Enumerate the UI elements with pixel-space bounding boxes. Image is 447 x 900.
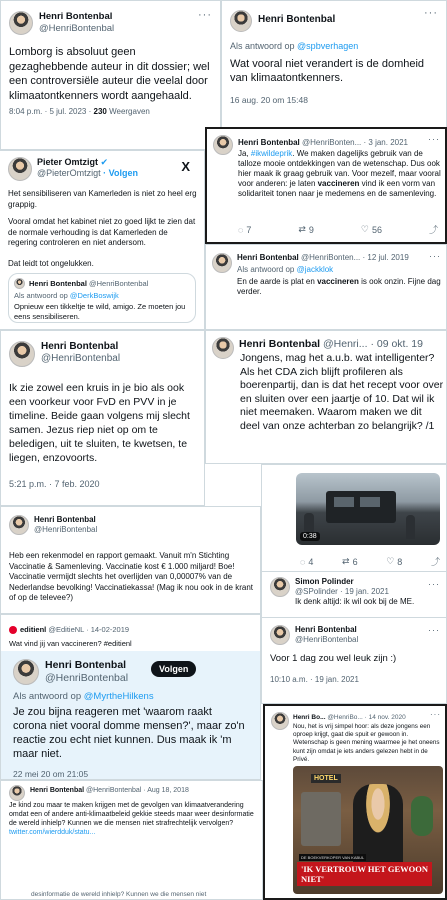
reply-author-handle[interactable]: @SPolinder · 19 jan. 2021	[295, 587, 389, 596]
quote-reply-prefix: Als antwoord op	[14, 291, 70, 300]
author-name[interactable]: Henri Bo...	[293, 714, 326, 721]
avatar[interactable]	[9, 341, 35, 367]
quote-author-name: Henri Bontenbal	[29, 279, 87, 288]
author-handle[interactable]: @HenriBontenbal · Aug 18, 2018	[86, 787, 189, 794]
hashtag-link[interactable]: #ikwildeprik	[250, 149, 293, 158]
like-button[interactable]	[386, 555, 402, 568]
author-name[interactable]: Henri Bontenbal	[239, 338, 321, 350]
highlighted-tweet[interactable]	[1, 651, 261, 780]
author-handle[interactable]: @HenriBontenbal	[41, 353, 121, 364]
share-button[interactable]	[429, 223, 438, 236]
tweet-time: 16 aug. 20 om 15:48	[230, 95, 308, 105]
more-icon[interactable]: ···	[428, 625, 440, 635]
background-echo-text: desinformatie de wereld inhielp? Kunnen we die mensen niet	[31, 891, 207, 898]
tweet-text-2: Vooral omdat het kabinet niet zo goed lijkt te zien dat de normale verhouding is dat Kamerleden de regering controleren en niet andersom.	[8, 217, 196, 247]
tv-caption	[297, 862, 432, 886]
reply-icon: ◌	[300, 556, 306, 567]
x-logo-icon: X	[181, 159, 190, 174]
avatar[interactable]	[9, 11, 33, 35]
tweet-text: Je zou bijna reageren met 'waarom raakt corona niet vooral domme mensen?', maar zo'n reactie zou echt niet kunnen. Dus maak ik 'm maar niet.	[13, 706, 245, 760]
reply-context	[13, 691, 154, 702]
more-icon[interactable]: ···	[198, 9, 212, 21]
tweet-date: · 09 okt. 19	[370, 338, 423, 350]
small-overlay-label: DE BOEKVERKOPER VAN KABUL	[301, 855, 365, 860]
reply-context	[230, 41, 358, 51]
reply-context	[237, 265, 333, 274]
more-icon[interactable]: ···	[424, 7, 438, 19]
bold-word: vaccineren	[317, 277, 359, 286]
author-name[interactable]: Henri Bontenbal	[45, 659, 127, 671]
tweet-card-omtzigt[interactable]	[0, 150, 205, 330]
more-icon[interactable]: ···	[428, 579, 440, 589]
retweet-button[interactable]	[298, 223, 314, 236]
tweet-card-rekenmodel[interactable]	[0, 506, 261, 614]
reply-icon: ◌	[238, 224, 244, 235]
avatar[interactable]	[9, 515, 29, 535]
tweet-text-1: Het sensibiliseren van Kamerleden is niet zo heel erg grappig.	[8, 189, 197, 209]
text-pre: Ja,	[238, 149, 251, 158]
reply-prefix: Als antwoord op	[13, 691, 84, 702]
tweet-text	[237, 277, 442, 297]
retweet-icon: ⇄	[298, 224, 306, 234]
avatar[interactable]	[212, 253, 232, 273]
tweet-card-ikwildeprik[interactable]	[205, 127, 447, 244]
author-handle[interactable]: @HenriBontenbal	[39, 23, 115, 34]
text-pre: En de aarde is plat en	[237, 277, 318, 286]
tweet-text: Nou, het is vrij simpel hoor: als deze jongens een oproep krijgt, gaat die spuit er gewoon in. Wetenschap is geen mening waarmee je het oneens kunt zijn omdat je iets anders gelezen hebt in de Privé.	[293, 723, 440, 763]
tweet-card-me-video[interactable]	[261, 464, 447, 704]
avatar[interactable]	[271, 712, 289, 730]
retweet-button[interactable]	[342, 555, 358, 568]
tweet-text: Heb een rekenmodel en rapport gemaakt. Vanuit m'n Stichting Vaccinatie & Samenleving. Vaccinatie kost € 1.000 miljard! Boe! Vaccinatie vermijdt slechts het overlijden van 0,00007% van de Nederlandse bevolking! Vaccinatiekassa! (Mag ik nou ook in de krant of op de televee?)	[9, 551, 253, 602]
bold-word: vaccineren	[317, 179, 360, 188]
author-handle[interactable]: @HenriBontenbal	[34, 525, 98, 534]
text-mid: . We maken dagelijks gebruik van de talloze mooie ontdekkingen van de wetenschap. Dus ook hier maak ik graag gebruik van. Voor mezelf, maar vooral voor anderen: je laten	[238, 149, 441, 188]
action-bar	[300, 555, 440, 568]
reply-to-link[interactable]: @spbverhagen	[297, 41, 359, 51]
quoted-tweet[interactable]	[8, 273, 196, 323]
source-intro: Wat vind jij van vaccineren? #editienl	[9, 639, 132, 648]
avatar[interactable]	[270, 625, 290, 645]
caption-line-2: NIET'	[301, 874, 325, 884]
author-name[interactable]: Henri Bontenbal	[30, 787, 85, 794]
video-thumbnail[interactable]	[296, 473, 440, 545]
share-icon: ⤴	[428, 225, 438, 235]
author-name[interactable]: Henri Bontenbal	[41, 341, 119, 352]
tv-screenshot[interactable]	[293, 766, 443, 894]
quote-author-handle: @HenriBontenbal	[89, 279, 149, 288]
avatar[interactable]	[9, 785, 25, 801]
tweet-date: · 12 jul. 2019	[362, 253, 409, 262]
tweet-meta	[9, 107, 150, 116]
tweet-text: Ik zie zowel een kruis in je bio als ook een voorkeur voor FvD en PVV in je timeline. Beide gaan volgens mij slecht samen. Jezus riep niet op om te beledigen, uit te sluiten, te kwetsen, te liegen, enzovoorts.	[9, 382, 190, 464]
source-handle[interactable]: @EditieNL · 14-02-2019	[48, 625, 130, 634]
retweet-icon: ⇄	[342, 556, 350, 566]
quote-reply-context	[9, 289, 195, 300]
reply-prefix: Als antwoord op	[237, 265, 297, 274]
editienl-logo-icon	[9, 626, 17, 634]
tweet-card-strafrechtelijk[interactable]	[0, 780, 263, 900]
reply-prefix: Als antwoord op	[230, 41, 298, 51]
retweet-count: 6	[352, 556, 358, 567]
heart-icon: ♡	[360, 224, 369, 234]
tweet-card-editienl[interactable]	[0, 614, 261, 780]
caption-line-1: 'IK VERTROUW HET GEWOON	[301, 864, 428, 874]
reply-to-link[interactable]: @MyrtheHilkens	[83, 691, 154, 702]
like-button[interactable]	[361, 223, 382, 236]
reply-author-name[interactable]: Simon Polinder	[295, 577, 354, 586]
author-handle[interactable]: @HenriBonten...	[301, 253, 361, 262]
main-author-handle[interactable]: @HenriBontenbal	[295, 635, 359, 644]
follow-button[interactable]: Volgen	[151, 661, 196, 677]
author-handle[interactable]: @Henri...	[323, 338, 368, 350]
author-handle[interactable]: @HenriBo...	[327, 714, 363, 721]
main-tweet-time: 10:10 a.m. · 19 jan. 2021	[270, 675, 359, 684]
avatar[interactable]	[213, 135, 233, 155]
share-icon: ⤴	[430, 557, 440, 567]
like-count: 8	[397, 556, 403, 567]
status-link[interactable]: twitter.com/wierdduk/statu...	[9, 829, 96, 836]
reply-count: 7	[246, 224, 252, 235]
views-label: Weergaven	[106, 107, 150, 116]
tweet-card-hotel-spuit[interactable]	[263, 704, 447, 900]
views-count: 230	[93, 107, 107, 116]
avatar[interactable]	[212, 337, 234, 359]
author-name[interactable]: Henri Bontenbal	[237, 253, 299, 262]
heart-icon: ♡	[386, 556, 395, 566]
author-handle[interactable]: @PieterOmtzigt	[37, 168, 101, 178]
source-account[interactable]: editienl	[20, 625, 47, 634]
like-count: 56	[371, 224, 382, 235]
tweet-date: · 14 nov. 2020	[364, 714, 406, 721]
reply-button[interactable]	[238, 223, 251, 236]
tweet-text: Wat vooral niet verandert is de domheid van klimaatontkenners.	[230, 58, 425, 84]
tweet-card-kruis-bio[interactable]	[0, 330, 205, 506]
avatar[interactable]	[230, 10, 252, 32]
text-post: vind ik een vorm van solidariteit tonen naar je medemens en de samenleving.	[238, 179, 437, 198]
tweet-text: Jongens, mag het a.u.b. wat intelligenter? Als het CDA zich blijft profileren als boerenpartij, dan is dat het recept voor over en sluiten over een jaartje of 10. Dat wil ik niet meemaken. Waarom maken we dit deel van onze achterban zo belangrijk? /1	[240, 352, 444, 432]
tweet-time: 8:04 p.m. · 5 jul. 2023 ·	[9, 107, 94, 116]
tweet-date: · 3 jan. 2021	[363, 138, 408, 147]
tweet-card-cda-boerenpartij[interactable]	[205, 330, 447, 464]
text-post: is ook onzin. Fijne dag verder.	[237, 277, 441, 296]
more-icon[interactable]: ···	[429, 251, 441, 261]
tweet-text-3: Dat leidt tot ongelukken.	[8, 259, 94, 268]
retweet-count: 9	[308, 224, 314, 235]
author-handle[interactable]: @HenriBonten...	[302, 138, 362, 147]
action-bar	[238, 223, 438, 236]
tweet-text	[9, 801, 259, 837]
hotel-sign-text: HOTEL	[311, 774, 341, 783]
author-handle[interactable]: @HenriBontenbal	[45, 671, 129, 684]
main-tweet-text: Voor 1 dag zou wel leuk zijn :)	[270, 653, 397, 664]
video-duration: 0:38	[300, 532, 320, 541]
author-name[interactable]: Henri Bontenbal	[258, 14, 336, 25]
avatar[interactable]	[8, 157, 32, 181]
tweet-time: 22 mei 20 om 21:05	[13, 769, 89, 779]
verified-icon: ✔	[100, 157, 109, 167]
tweet-text: Lomborg is absoluut geen gezaghebbende auteur in dit dossier; wel een controversiële auteur die veelal door klimaatontkenners wordt aangehaald.	[9, 46, 210, 102]
avatar[interactable]	[270, 577, 290, 597]
reply-button[interactable]	[300, 555, 313, 568]
tweet-body: Je kind zou maar te maken krijgen met de gevolgen van klimaatverandering omdat een of andere anti-klimaatbeleid gekkie steeds maar weer desinformatie de wereld inhielp? Kunnen we die mensen niet strafrechtelijk vervolgen?	[9, 802, 254, 827]
avatar	[14, 278, 25, 289]
reply-text: Ik denk altijd: ik wil ook bij de ME.	[295, 597, 415, 606]
reply-count: 4	[308, 556, 314, 567]
quote-reply-to-link[interactable]: @DerkBoswijk	[69, 291, 119, 300]
tweet-time: 5:21 p.m. · 7 feb. 2020	[9, 479, 100, 489]
more-icon[interactable]: ···	[428, 134, 440, 144]
reply-to-link[interactable]: @jackklok	[296, 265, 334, 274]
share-button[interactable]	[431, 555, 440, 568]
author-name[interactable]: Henri Bontenbal	[238, 138, 300, 147]
author-name[interactable]: Henri Bontenbal	[34, 515, 96, 524]
follow-link[interactable]: · Volgen	[103, 168, 139, 178]
quote-text: Opnieuw een tikkeltje te wild, amigo. Ze moeten jou eens sensibiliseren.	[14, 302, 186, 321]
more-icon[interactable]: ···	[430, 710, 441, 719]
avatar[interactable]	[13, 659, 39, 685]
main-author-name[interactable]: Henri Bontenbal	[295, 625, 357, 634]
tweet-card-lomborg[interactable]	[0, 0, 221, 150]
author-name[interactable]: Pieter Omtzigt	[37, 157, 99, 167]
author-name[interactable]: Henri Bontenbal	[39, 11, 113, 22]
tweet-card-aarde-plat[interactable]	[205, 244, 447, 330]
tweet-text	[238, 149, 443, 199]
